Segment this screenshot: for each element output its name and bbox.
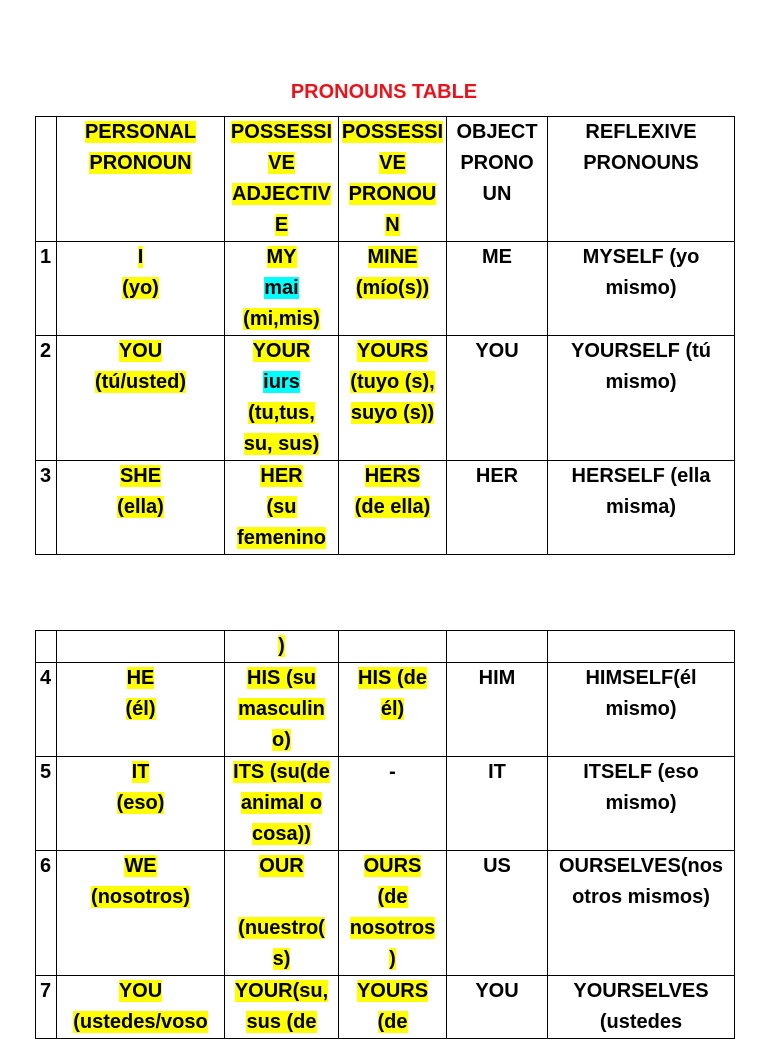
- table-row: [36, 461, 735, 555]
- pronouns-table-part-2: [35, 630, 735, 1039]
- cell-text: ITSELF (eso: [583, 761, 699, 783]
- cell-text: (tú/usted): [94, 371, 187, 393]
- cell-reflexive-pronoun: [548, 242, 735, 336]
- cell-text: ): [278, 635, 285, 657]
- cell-line: [225, 913, 338, 944]
- cell-object-pronoun: [447, 242, 548, 336]
- cell-text: POSSESSI: [230, 121, 333, 143]
- cell-text: YOURS: [356, 980, 429, 1002]
- cell-line: [548, 148, 734, 179]
- cell-text: mismo): [605, 698, 677, 720]
- cell-line: [339, 851, 446, 882]
- cell-line: [57, 273, 224, 304]
- cell-text: E: [274, 214, 289, 236]
- cell-object-pronoun: [447, 851, 548, 976]
- cell-text: ITS (su(de: [233, 761, 330, 783]
- cell-possessive-adjective: [225, 851, 339, 976]
- cell-text: HERS: [364, 465, 421, 487]
- cell-line: [548, 1007, 734, 1038]
- cell-text: (ella): [117, 496, 164, 518]
- table-row: [36, 851, 735, 976]
- header-cell-possessive-pronoun: [339, 117, 447, 242]
- cell-line: [548, 336, 734, 367]
- cell-possessive-pronoun: [339, 336, 447, 461]
- cell-text: (su: [266, 496, 297, 518]
- cell-line: [548, 242, 734, 273]
- cell-text: (mi,mis): [243, 308, 320, 330]
- cell-text: (eso): [116, 792, 165, 814]
- cell-text: sus (de: [246, 1011, 317, 1033]
- header-cell-object: [447, 117, 548, 242]
- row-number: 1: [36, 242, 57, 336]
- cell-text: su, sus): [243, 433, 320, 455]
- cell-personal-pronoun: [57, 336, 225, 461]
- cell-object-pronoun: [447, 461, 548, 555]
- cell-text: IT: [488, 761, 506, 783]
- cell-text: (ustedes/voso: [73, 1011, 208, 1033]
- header-cell-number: [36, 117, 57, 242]
- cell-text: nosotros: [349, 917, 436, 939]
- cell-line: [225, 336, 338, 367]
- table-row: [36, 976, 735, 1039]
- cell-text: YOURSELF (tú: [571, 340, 711, 362]
- cell-text: PRONO: [460, 152, 534, 174]
- cell-possessive-pronoun: [339, 461, 447, 555]
- cell-line: [225, 429, 338, 460]
- cell-line: [447, 663, 547, 694]
- cell-text: PRONOU: [348, 183, 437, 205]
- cell-line: [339, 757, 446, 788]
- cell-line: [447, 976, 547, 1007]
- cell-line: [57, 851, 224, 882]
- cell-text: ME: [482, 246, 512, 268]
- header-cell-possessive-adjective: [225, 117, 339, 242]
- cell-text: misma): [605, 496, 677, 518]
- cell-line: [57, 663, 224, 694]
- cell-reflexive-pronoun: [548, 976, 735, 1039]
- row-number: 2: [36, 336, 57, 461]
- cell-line: [548, 851, 734, 882]
- cell-text: -: [389, 761, 396, 783]
- cell-text: (yo): [122, 277, 159, 299]
- cell-line: [57, 976, 224, 1007]
- cell-text: MYSELF (yo: [582, 246, 700, 268]
- pronouns-table-part-1: [35, 116, 735, 555]
- cell-text: UN: [482, 183, 512, 205]
- cell-reflexive-pronoun: [548, 631, 735, 663]
- cell-text: HIM: [478, 667, 516, 689]
- cell-text: (él): [125, 698, 156, 720]
- cell-text: YOU: [475, 340, 519, 362]
- cell-text: (nosotros): [91, 886, 190, 908]
- cell-line: [339, 944, 446, 975]
- cell-text: PRONOUN: [89, 152, 192, 174]
- cell-line: [57, 694, 224, 725]
- cell-reflexive-pronoun: [548, 461, 735, 555]
- cell-line: [225, 273, 338, 304]
- cell-line: [225, 1007, 338, 1038]
- cell-line: [225, 663, 338, 694]
- cell-text: OURSELVES(nos: [558, 855, 724, 877]
- cell-text: OUR: [259, 855, 304, 877]
- cell-line: [225, 757, 338, 788]
- table-row: [36, 631, 735, 663]
- cell-text: YOURSELVES: [573, 980, 709, 1002]
- cell-line: [548, 273, 734, 304]
- cell-text: (de: [377, 1011, 408, 1033]
- cell-line: [447, 461, 547, 492]
- cell-line: [548, 663, 734, 694]
- cell-line: [57, 117, 224, 148]
- cell-line: [447, 179, 547, 210]
- cell-line: [339, 461, 446, 492]
- cell-text: YOUR: [252, 340, 311, 362]
- cell-line: [339, 1007, 446, 1038]
- cell-text: YOUR(su,: [234, 980, 329, 1002]
- cell-line: [548, 694, 734, 725]
- cell-line: [339, 179, 446, 210]
- cell-personal-pronoun: [57, 461, 225, 555]
- cell-object-pronoun: [447, 757, 548, 851]
- cell-line: [225, 117, 338, 148]
- cell-line: [225, 976, 338, 1007]
- cell-text: YOURS: [356, 340, 429, 362]
- cell-text: HER: [260, 465, 303, 487]
- cell-text: mismo): [605, 371, 677, 393]
- cell-possessive-adjective: [225, 242, 339, 336]
- cell-possessive-adjective: [225, 757, 339, 851]
- cell-line: [225, 523, 338, 554]
- cell-line: [225, 148, 338, 179]
- cell-line: [57, 461, 224, 492]
- cell-text: suyo (s)): [350, 402, 435, 424]
- cell-text: ADJECTIV: [232, 183, 331, 205]
- cell-line: [225, 242, 338, 273]
- cell-text: I: [137, 246, 144, 268]
- cell-object-pronoun: [447, 631, 548, 663]
- cell-reflexive-pronoun: [548, 851, 735, 976]
- row-number: 7: [36, 976, 57, 1039]
- cell-text: mismo): [605, 277, 677, 299]
- cell-possessive-pronoun: [339, 242, 447, 336]
- cell-line: [57, 336, 224, 367]
- cell-line: [548, 757, 734, 788]
- cell-text: YOU: [118, 980, 163, 1002]
- header-cell-personal: [57, 117, 225, 242]
- cell-line: [225, 492, 338, 523]
- cell-line: [447, 148, 547, 179]
- table-body-1: [36, 117, 735, 555]
- table-row: [36, 663, 735, 757]
- cell-text: cosa)): [252, 823, 311, 845]
- cell-line: [225, 882, 338, 913]
- cell-line: [447, 336, 547, 367]
- cell-line: [57, 882, 224, 913]
- cell-possessive-pronoun: [339, 976, 447, 1039]
- cell-line: [339, 210, 446, 241]
- cell-line: [339, 913, 446, 944]
- cell-line: [447, 757, 547, 788]
- cell-text: YOU: [475, 980, 519, 1002]
- cell-text: (tuyo (s),: [350, 371, 435, 393]
- row-number: 6: [36, 851, 57, 976]
- cell-text: VE: [379, 152, 406, 174]
- cell-text: o): [272, 729, 291, 751]
- page-title: PRONOUNS TABLE: [290, 81, 478, 103]
- cell-object-pronoun: [447, 336, 548, 461]
- cell-line: [548, 788, 734, 819]
- cell-text: otros mismos): [572, 886, 710, 908]
- cell-personal-pronoun: [57, 242, 225, 336]
- cell-line: [225, 631, 338, 662]
- cell-text: IT: [131, 761, 150, 783]
- cell-text: US: [483, 855, 511, 877]
- cell-line: [548, 461, 734, 492]
- cell-text: femenino: [237, 527, 326, 549]
- cell-line: [339, 663, 446, 694]
- cell-text: OURS: [363, 855, 422, 877]
- cell-reflexive-pronoun: [548, 757, 735, 851]
- cell-line: [548, 367, 734, 398]
- cell-text: (de: [377, 886, 408, 908]
- cell-line: [548, 882, 734, 913]
- cell-line: [548, 117, 734, 148]
- cell-personal-pronoun: [57, 757, 225, 851]
- cell-text: (de ella): [354, 496, 431, 518]
- cell-line: [339, 117, 446, 148]
- cell-text: (nuestro(: [238, 917, 325, 939]
- cell-line: [339, 148, 446, 179]
- cell-text: POSSESSI: [341, 121, 444, 143]
- cell-possessive-pronoun: [339, 631, 447, 663]
- cell-object-pronoun: [447, 663, 548, 757]
- cell-text: PERSONAL: [84, 121, 197, 143]
- cell-text: s): [272, 948, 291, 970]
- cell-line: [339, 492, 446, 523]
- cell-line: [225, 944, 338, 975]
- cell-line: [447, 242, 547, 273]
- cell-line: [339, 882, 446, 913]
- cell-possessive-adjective: [225, 663, 339, 757]
- cell-line: [225, 179, 338, 210]
- cell-line: [225, 210, 338, 241]
- cell-object-pronoun: [447, 976, 548, 1039]
- cell-personal-pronoun: [57, 663, 225, 757]
- cell-line: [339, 694, 446, 725]
- cell-line: [57, 1007, 224, 1038]
- cell-possessive-pronoun: [339, 757, 447, 851]
- cell-text: HE: [126, 667, 155, 689]
- cell-reflexive-pronoun: [548, 336, 735, 461]
- cell-text: HIS (de: [358, 667, 427, 689]
- cell-line: [548, 492, 734, 523]
- cell-line: [447, 117, 547, 148]
- cell-line: [339, 273, 446, 304]
- cell-text: WE: [124, 855, 157, 877]
- cell-text: OBJECT: [456, 121, 538, 143]
- table-row: [36, 242, 735, 336]
- cell-line: [225, 304, 338, 335]
- cell-line: [339, 976, 446, 1007]
- cell-text: mai: [264, 277, 299, 299]
- cell-possessive-adjective: [225, 336, 339, 461]
- row-number: [36, 631, 57, 663]
- cell-line: [57, 242, 224, 273]
- cell-line: [225, 725, 338, 756]
- cell-line: [339, 242, 446, 273]
- cell-line: [225, 367, 338, 398]
- row-number: 5: [36, 757, 57, 851]
- cell-possessive-adjective: [225, 631, 339, 663]
- cell-line: [57, 367, 224, 398]
- cell-line: [225, 819, 338, 850]
- cell-text: HERSELF (ella: [571, 465, 711, 487]
- cell-line: [57, 492, 224, 523]
- cell-text: masculin: [238, 698, 325, 720]
- cell-possessive-adjective: [225, 976, 339, 1039]
- header-cell-reflexive: [548, 117, 735, 242]
- cell-line: [225, 694, 338, 725]
- cell-text: HIS (su: [247, 667, 316, 689]
- cell-line: [57, 757, 224, 788]
- cell-line: [447, 851, 547, 882]
- cell-line: [548, 976, 734, 1007]
- cell-personal-pronoun: [57, 851, 225, 976]
- table-row: [36, 757, 735, 851]
- cell-line: [57, 788, 224, 819]
- cell-text: (ustedes: [599, 1011, 683, 1033]
- cell-possessive-adjective: [225, 461, 339, 555]
- cell-text: ): [389, 948, 396, 970]
- cell-reflexive-pronoun: [548, 663, 735, 757]
- cell-text: iurs: [263, 371, 300, 393]
- cell-line: [339, 367, 446, 398]
- cell-text: YOU: [118, 340, 163, 362]
- cell-text: HIMSELF(él: [585, 667, 697, 689]
- cell-personal-pronoun: [57, 631, 225, 663]
- cell-line: [225, 788, 338, 819]
- cell-line: [225, 461, 338, 492]
- cell-text: HER: [475, 465, 519, 487]
- cell-text: MY: [266, 246, 297, 268]
- header-row: [36, 117, 735, 242]
- cell-text: SHE: [119, 465, 162, 487]
- cell-text: PRONOUNS: [583, 152, 699, 174]
- cell-text: MINE: [367, 246, 418, 268]
- cell-text: mismo): [605, 792, 677, 814]
- cell-line: [57, 148, 224, 179]
- cell-line: [225, 398, 338, 429]
- cell-text: animal o: [240, 792, 323, 814]
- table-row: [36, 336, 735, 461]
- cell-text: REFLEXIVE: [585, 121, 697, 143]
- cell-line: [339, 398, 446, 429]
- row-number: 3: [36, 461, 57, 555]
- cell-line: [225, 851, 338, 882]
- cell-text: N: [385, 214, 400, 236]
- cell-possessive-pronoun: [339, 663, 447, 757]
- cell-text: VE: [268, 152, 295, 174]
- cell-text: (mío(s)): [355, 277, 430, 299]
- table-body-2: [36, 631, 735, 1039]
- cell-line: [339, 336, 446, 367]
- cell-text: (tu,tus,: [248, 402, 315, 424]
- cell-personal-pronoun: [57, 976, 225, 1039]
- row-number: 4: [36, 663, 57, 757]
- cell-possessive-pronoun: [339, 851, 447, 976]
- cell-text: él): [380, 698, 405, 720]
